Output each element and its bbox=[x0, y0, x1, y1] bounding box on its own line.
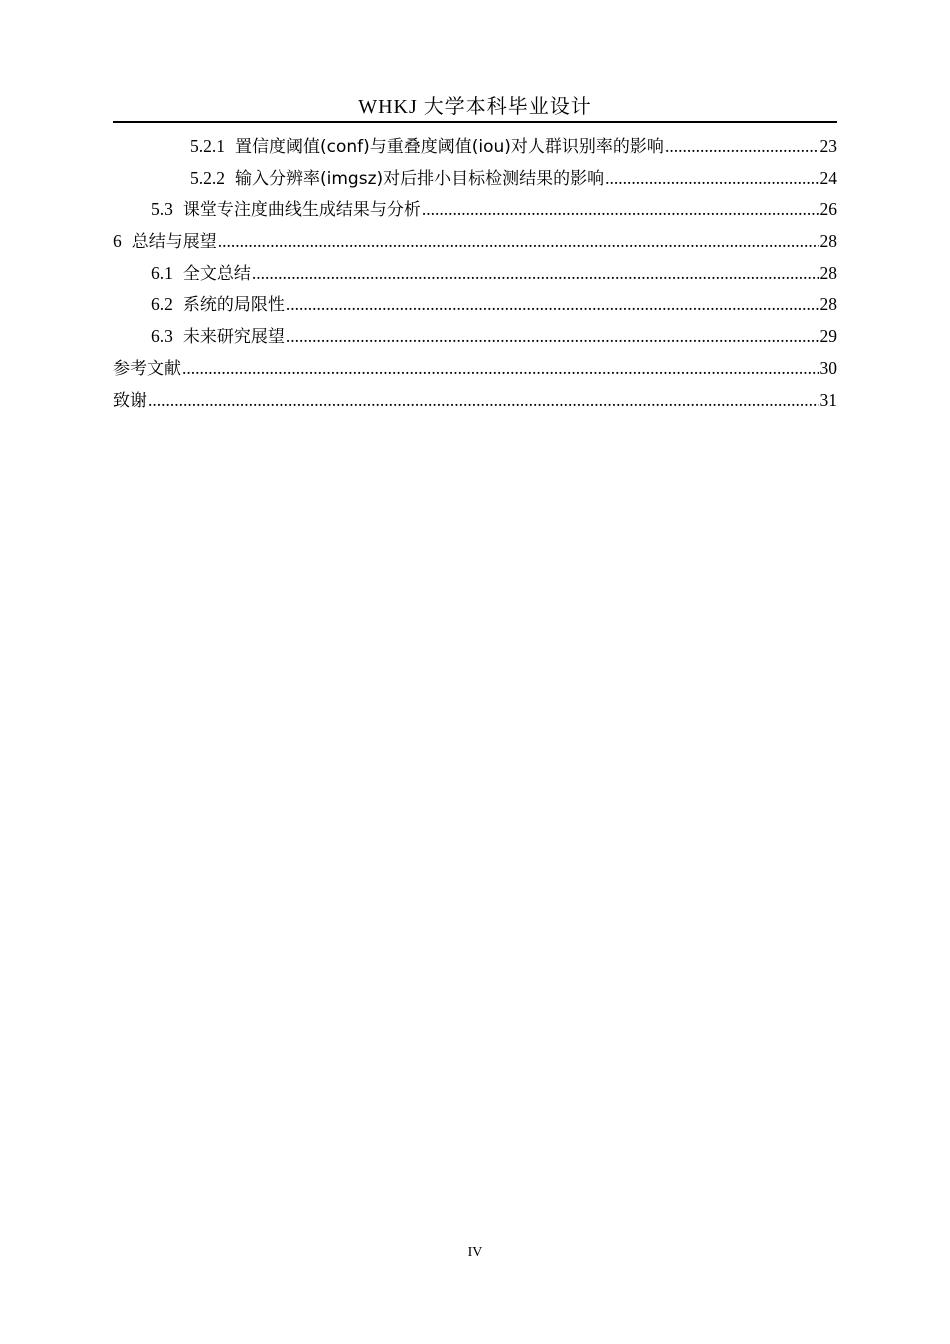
toc-entry-title: 全文总结 bbox=[182, 263, 251, 284]
toc-entry-number: 5.2.1 bbox=[190, 136, 225, 156]
toc-entry-title: 输入分辨率(imgsz)对后排小目标检测结果的影响 bbox=[235, 168, 605, 189]
toc-leader-dots bbox=[182, 353, 819, 385]
page-number: IV bbox=[467, 1245, 483, 1260]
toc-entry[interactable] bbox=[113, 353, 837, 385]
toc-entry[interactable] bbox=[113, 258, 837, 290]
toc-entry-number: 5.2.2 bbox=[190, 167, 225, 188]
toc-leader-dots bbox=[218, 226, 819, 258]
toc-entry[interactable] bbox=[113, 289, 837, 321]
toc-entry-number: 6.3 bbox=[151, 326, 173, 347]
toc-entry-page: 28 bbox=[819, 231, 837, 252]
toc-entry[interactable] bbox=[113, 194, 837, 226]
toc-entry-page: 28 bbox=[819, 294, 837, 315]
toc-entry[interactable] bbox=[113, 131, 837, 163]
header-title: WHKJ 大学本科毕业设计 bbox=[358, 96, 592, 118]
toc-entry-title: 课堂专注度曲线生成结果与分析 bbox=[182, 200, 421, 221]
toc-entry-page: 24 bbox=[819, 167, 837, 188]
toc-entry-title: 致谢 bbox=[113, 390, 147, 411]
toc-entry-title: 系统的局限性 bbox=[182, 295, 285, 316]
toc-entry-page: 23 bbox=[819, 136, 837, 156]
toc-entry-page: 30 bbox=[819, 357, 837, 378]
toc-leader-dots bbox=[286, 289, 819, 321]
toc-entry-page: 31 bbox=[819, 389, 837, 410]
toc-entry-title: 总结与展望 bbox=[131, 232, 217, 253]
toc-entry[interactable] bbox=[113, 226, 837, 258]
toc-entry-title: 置信度阈值(conf)与重叠度阈值(iou)对人群识别率的影响 bbox=[235, 137, 664, 157]
toc-entry-number: 6 bbox=[113, 231, 122, 252]
toc-entry-number: 6.2 bbox=[151, 294, 173, 315]
page-header bbox=[113, 94, 837, 123]
toc-leader-dots bbox=[252, 258, 819, 290]
toc-entry[interactable] bbox=[113, 385, 837, 417]
toc-entry[interactable] bbox=[113, 321, 837, 353]
toc-leader-dots bbox=[148, 385, 819, 417]
table-of-contents bbox=[113, 131, 837, 416]
toc-entry-title: 参考文献 bbox=[113, 358, 181, 379]
toc-entry-page: 29 bbox=[819, 326, 837, 347]
toc-entry[interactable] bbox=[113, 163, 837, 195]
toc-leader-dots bbox=[286, 321, 819, 353]
toc-leader-dots bbox=[665, 131, 819, 163]
toc-entry-number: 6.1 bbox=[151, 262, 173, 283]
toc-entry-title: 未来研究展望 bbox=[182, 327, 285, 348]
toc-leader-dots bbox=[422, 194, 819, 226]
toc-entry-page: 26 bbox=[819, 199, 837, 220]
toc-leader-dots bbox=[605, 163, 818, 195]
toc-entry-page: 28 bbox=[819, 262, 837, 283]
toc-entry-number: 5.3 bbox=[151, 199, 173, 220]
